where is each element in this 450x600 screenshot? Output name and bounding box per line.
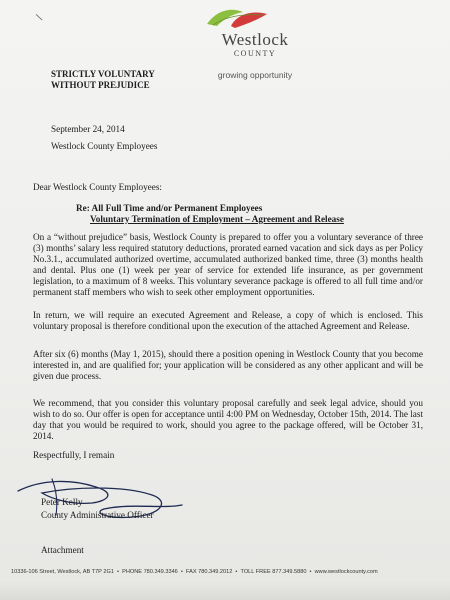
subject-line-1: Re: All Full Time and/or Permanent Employees xyxy=(76,203,263,213)
subject-line xyxy=(76,203,344,225)
voluntary-heading xyxy=(51,69,155,91)
paragraph-agreement: In return, we will require an executed Agreement and Release, a copy of which is enclosed. This voluntary proposal is therefore conditional upon the execution of the attached Agreement and Release. xyxy=(33,310,423,331)
logo-tagline: growing opportunity xyxy=(217,70,293,80)
westlock-county-logo xyxy=(185,6,340,86)
signer-name: Peter Kelly xyxy=(41,497,83,507)
subject-line-2: Voluntary Termination of Employment – Agreement and Release xyxy=(90,214,344,224)
logo-county: COUNTY xyxy=(233,49,277,58)
leaf-icon xyxy=(201,6,271,32)
footer-website: • www.westlockcounty.com xyxy=(306,569,377,575)
closing: Respectfully, I remain xyxy=(33,450,115,460)
voluntary-line-1: STRICTLY VOLUNTARY xyxy=(51,69,155,79)
letter-date: September 24, 2014 xyxy=(51,124,125,134)
logo-name: Westlock xyxy=(221,30,289,49)
footer-toll-free: • TOLL FREE 877.349.5880 xyxy=(232,569,306,575)
paragraph-reapply: After six (6) months (May 1, 2015), should there a position opening in Westlock County that you become interested in, and are qualified for; your application will be considered as any other applicant and will be given due process. xyxy=(33,349,423,381)
signer-title: County Administrative Officer xyxy=(41,510,154,520)
salutation: Dear Westlock County Employees: xyxy=(33,182,162,192)
attachment-note: Attachment xyxy=(41,545,84,555)
footer-address: 10336-106 Street, Westlock, AB T7P 2G1 xyxy=(11,569,114,575)
letter-recipient: Westlock County Employees xyxy=(51,141,158,151)
voluntary-line-2: WITHOUT PREJUDICE xyxy=(51,80,150,90)
corner-mark: \ xyxy=(35,12,45,24)
paragraph-recommend: We recommend, that you consider this voluntary proposal carefully and seek legal advice, should you wish to do so. Our offer is open for acceptance until 4:00 PM on Wednesday, October 15th, 2014. The last day that you would be required to work, should you agree to the package offered, will be October 31, 2014. xyxy=(33,398,423,441)
page-shadow xyxy=(0,582,450,600)
paragraph-offer: On a “without prejudice” basis, Westlock County is prepared to offer you a voluntary severance of three (3) months’ salary less required statutory deductions, prorated earned vacation and sick days as per Policy No.3.1., accumulated authorized overtime, accumulated authorized banked time, three (3) months health and dental. Plus one (1) week per year of service for extended life insurance, as per government legislation, to a maximum of 8 weeks. This voluntary severance package is offered to all full time and/or permanent staff members who wish to seek other employment opportunities. xyxy=(33,232,423,297)
footer-fax: • FAX 780.349.2012 xyxy=(178,569,233,575)
letterhead-footer xyxy=(11,569,441,575)
footer-phone: • PHONE 780.349.3346 xyxy=(114,569,178,575)
